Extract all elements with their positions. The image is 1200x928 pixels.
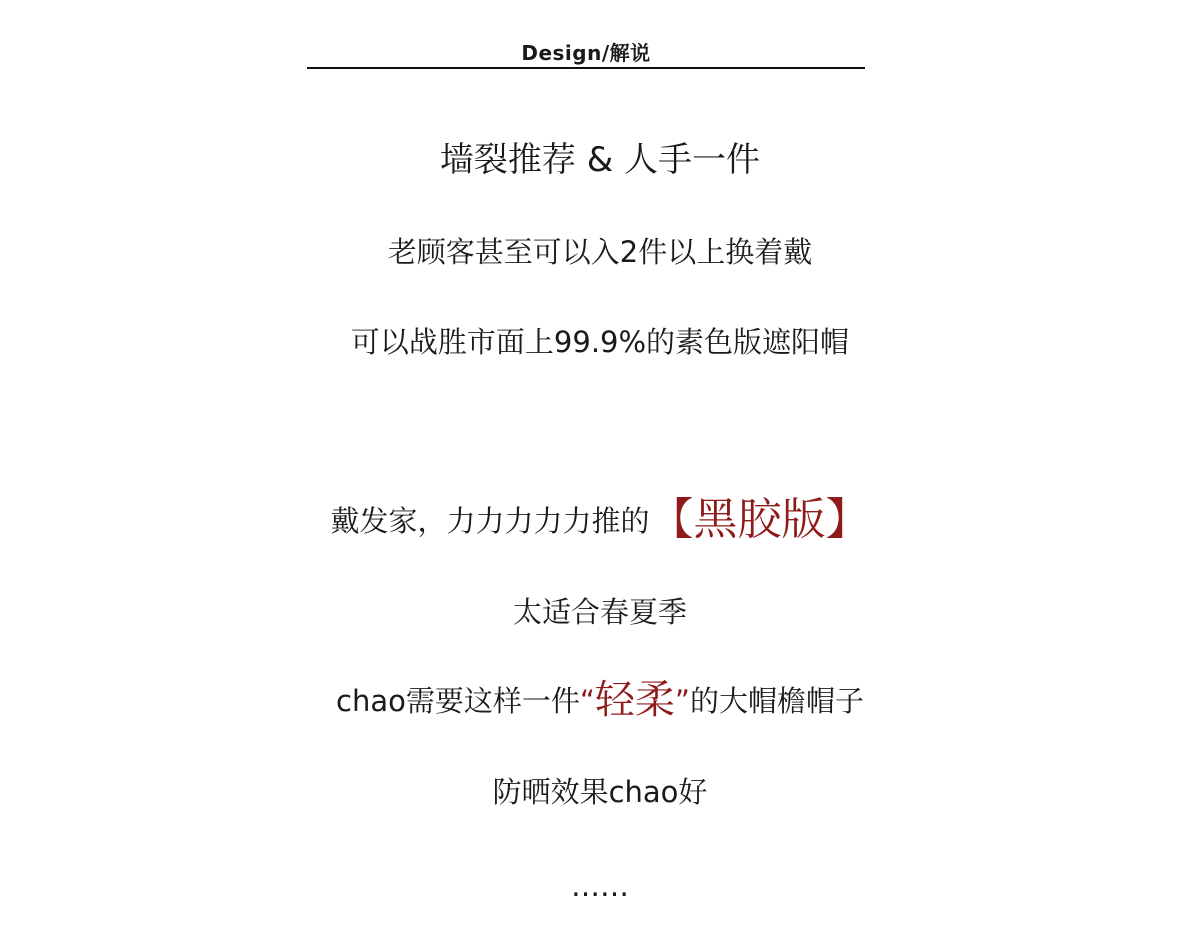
recommend-text: 戴发家，力力力力力推的 [330,504,650,538]
header-divider [307,67,865,69]
text-line-season: 太适合春夏季 [512,595,687,629]
text-line-sun-protection: 防晒效果chao好 [492,775,708,809]
soft-hat-suffix: 的大帽檐帽子 [689,684,864,718]
open-quote: “ [579,684,595,718]
text-line-beats-market: 可以战胜市面上99.9%的素色版遮阳帽 [350,325,850,359]
close-quote: ” [674,684,690,718]
soft-hat-prefix: chao需要这样一件 [336,684,580,718]
headline: 墙裂推荐 & 人手一件 [439,140,761,180]
section-title: Design/解说 [521,41,651,65]
text-line-repeat-customers: 老顾客甚至可以入2件以上换着戴 [387,235,813,269]
ellipsis: …… [571,869,629,903]
text-line-soft-hat [0,676,1200,725]
highlight-black-glue-version: 【黑胶版】 [649,494,870,545]
text-line-recommend [0,496,1200,545]
section-header [307,38,865,68]
highlight-soft: 轻柔 [594,677,675,723]
